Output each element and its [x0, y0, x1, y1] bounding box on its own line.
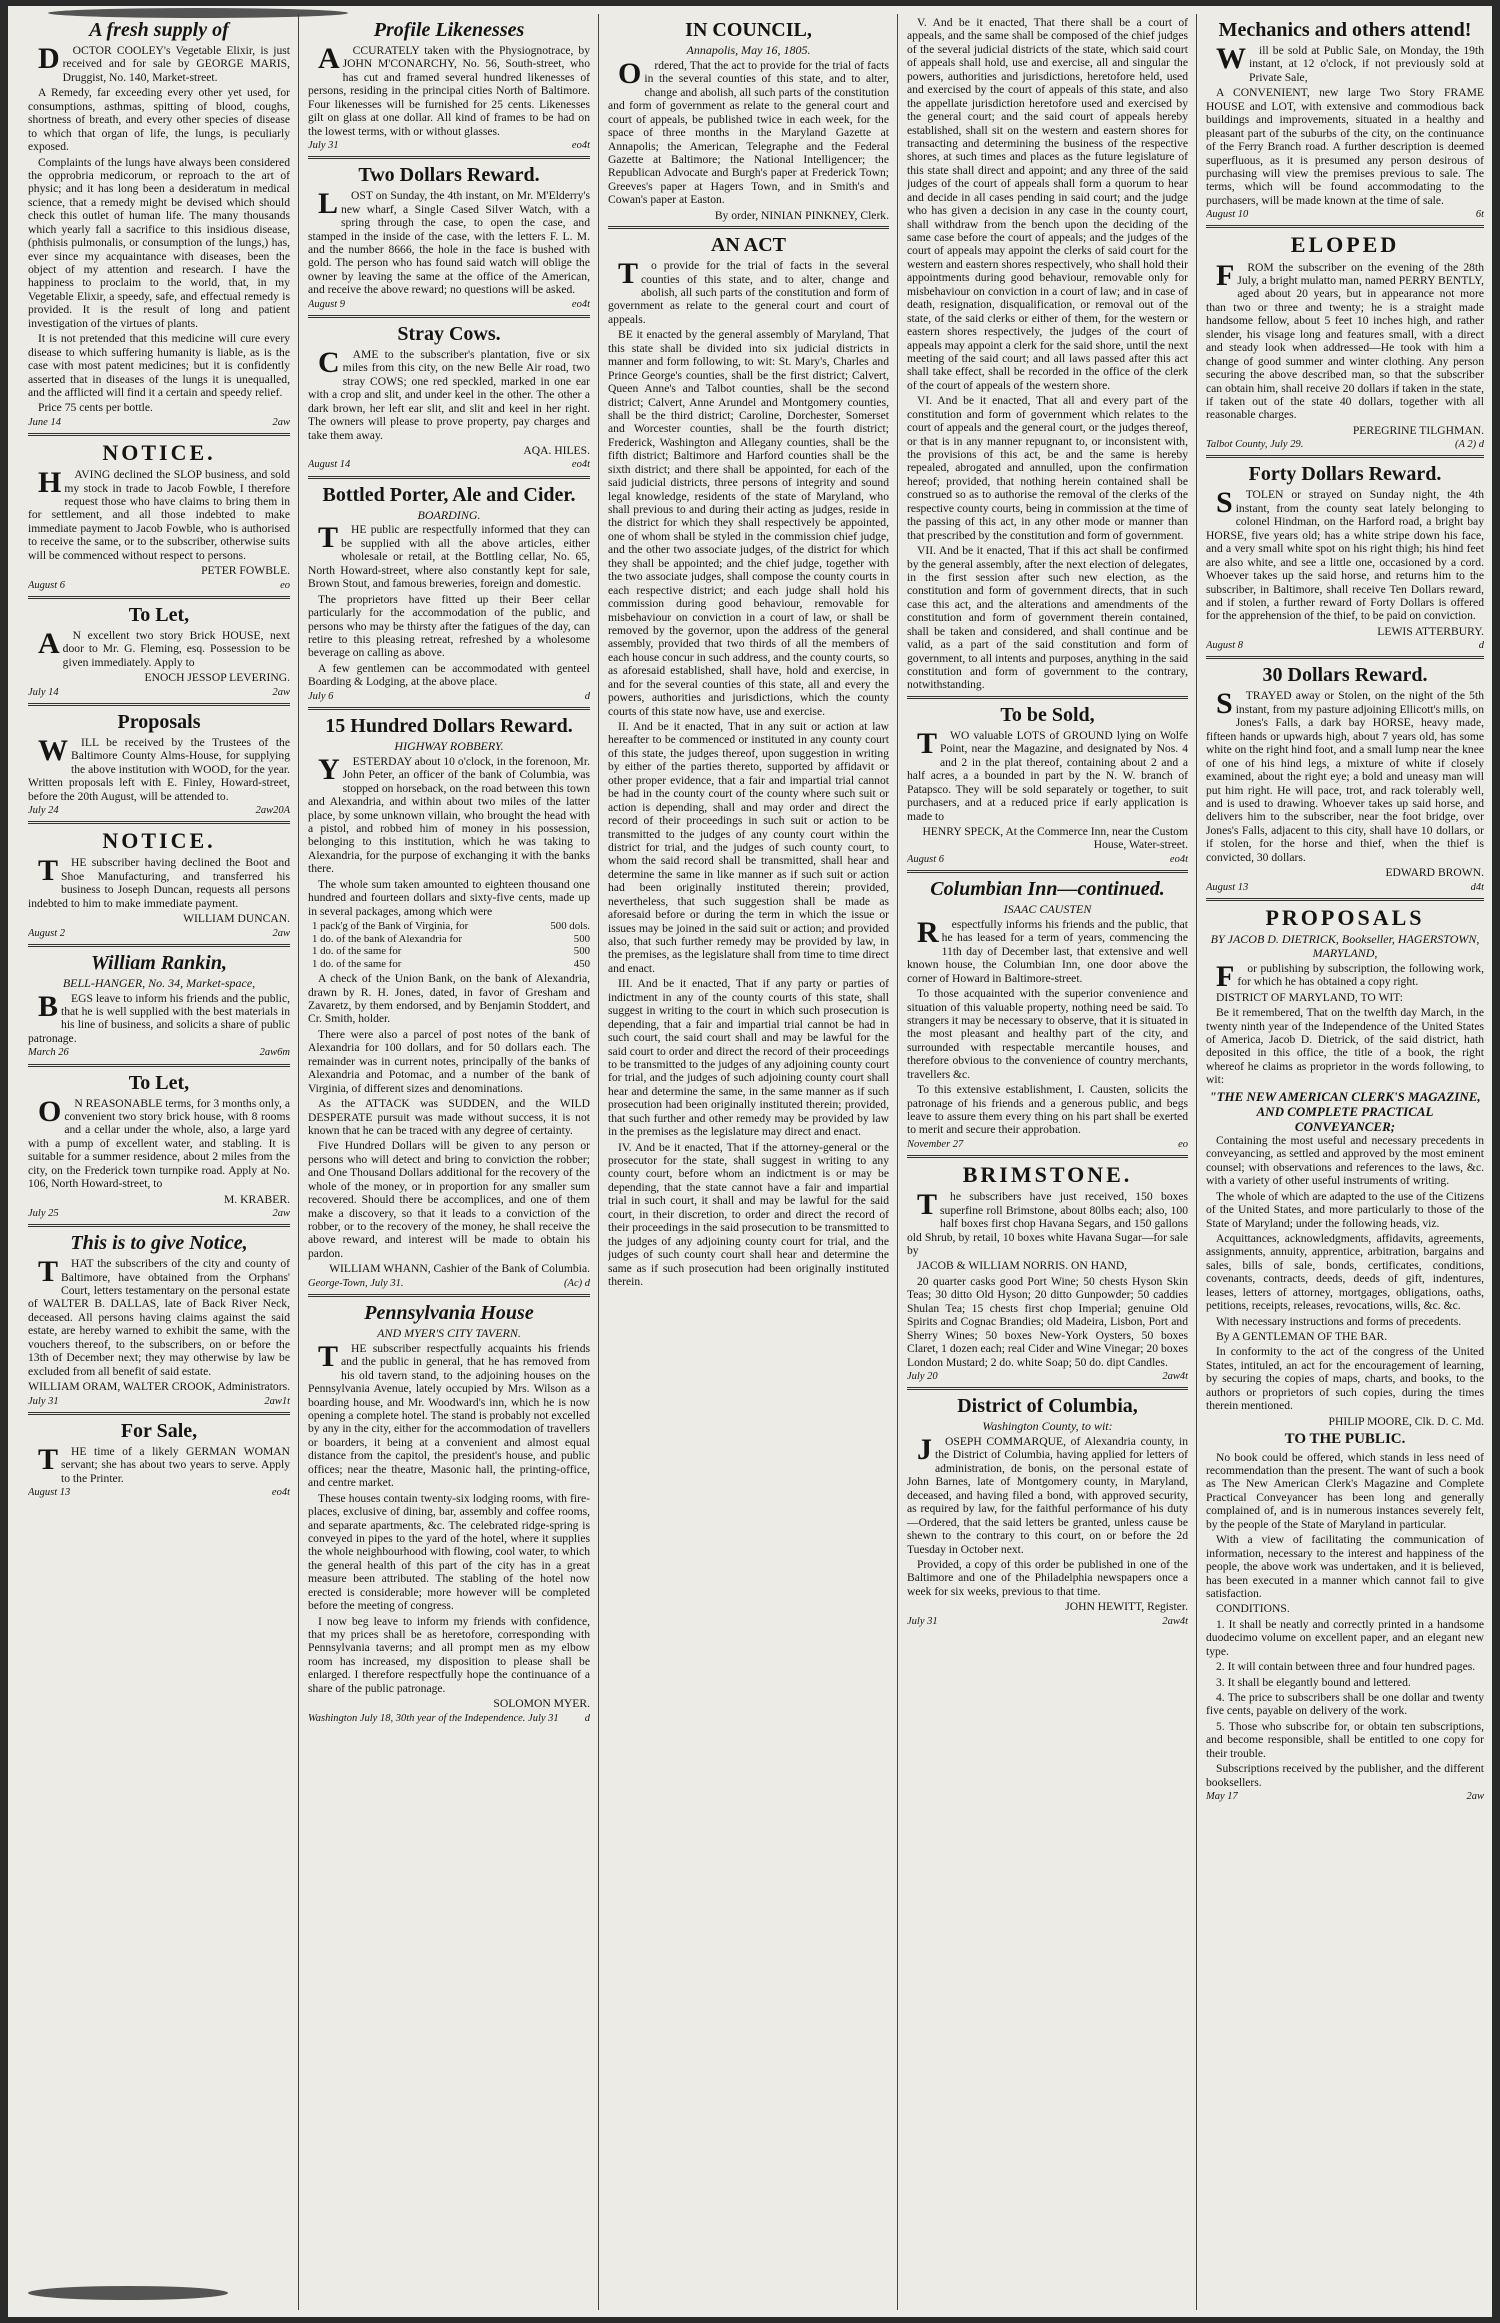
ad-paragraph: To this extensive establishment, I. Causten, solicits the patronage of his friends and a generous public, and begs leave to assure them every thing on his part shall be exerted to merit and secure their approbation. [907, 1083, 1188, 1137]
ad-divider [28, 703, 290, 706]
ad-paragraph: DISTRICT OF MARYLAND, TO WIT: [1216, 990, 1403, 1004]
ad-footer [1206, 882, 1484, 894]
ad-title: PROPOSALS [1265, 904, 1425, 930]
ad-divider [1206, 656, 1484, 659]
ad-date: August 13 [1206, 881, 1249, 893]
advertisement [907, 704, 1188, 866]
ad-date: August 6 [907, 853, 945, 865]
ad-paragraph: STRAYED away or Stolen, on the night of the 5th instant, from my pasture adjoining Ellicott's mills, on Jones's Falls, a dark bay HORSE, heavy made, fifteen hands or upwards high, about 7 years old, has some white on the right hind foot, and a small lump near the knee of one of his hind legs, a mixture of white if closely examined, about the right eye; a bold and uneasy man will put him right. He will pace, trot, and rack tolerably well, and is used to drawing. Whoever takes up said horse, and delivers him to the subscriber, near the foot bridge, over Jones's Falls, adjacent to this city, shall have 10 dollars, or if stolen, for the horse and thief, when the thief is convicted, 30 dollars. [1206, 687, 1484, 864]
ad-paragraph: AN excellent two story Brick HOUSE, next door to Mr. G. Fleming, esq. Possession to be given immediately. Apply to [38, 626, 290, 669]
ad-signature: WILLIAM WHANN, Cashier of the Bank of Columbia. [329, 1262, 590, 1276]
list-amount: 500 dols. [550, 920, 590, 933]
ad-footer [308, 299, 590, 311]
ad-footer [28, 1396, 290, 1408]
advertisement [28, 1420, 290, 1499]
ad-code: 2aw [272, 1208, 290, 1219]
advertisement [308, 1302, 590, 1725]
ad-title: Bottled Porter, Ale and Cider. [322, 483, 576, 506]
ad-date: March 26 [28, 1047, 69, 1059]
ad-paragraph: 3. It shall be elegantly bound and lettered. [1216, 1675, 1411, 1689]
list-item: 1 pack'g of the Bank of Virginia, for [312, 920, 469, 933]
list-row [312, 945, 590, 958]
ad-title: William Rankin, [91, 951, 227, 974]
ad-footer [907, 1371, 1188, 1383]
ad-paragraph: THE subscriber having declined the Boot and Shoe Manufacturing, and transferred his business to Joseph Duncan, requests all persons indebted to him to make immediate payment. [28, 854, 290, 910]
ad-signature: HENRY SPECK, At the Commerce Inn, near the Custom House, Water-street. [922, 824, 1188, 852]
ad-paragraph: Respectfully informs his friends and the public, that he has leased for a term of years, commencing the 11th day of December last, that extensive and well known house, the Columbian Inn, one door above the corner of Howard in Baltimore-street. [907, 915, 1188, 985]
ad-footer [28, 1208, 290, 1220]
ad-footer [28, 928, 290, 940]
ad-title: To Let, [128, 603, 190, 626]
ad-paragraph: It is not pretended that this medicine will cure every disease to which suffering humanity is liable, as is the case with most patent medicines; but it is confidently asserted that in diseases of the lungs it is unequalled, and the afflicted will find it a certain and speedy relief. [28, 332, 290, 399]
advertisement [907, 1395, 1188, 1628]
list-row [312, 933, 590, 946]
ad-divider [1206, 898, 1484, 901]
ad-title: ELOPED [1290, 232, 1400, 258]
ad-date: May 17 [1206, 1791, 1238, 1803]
ad-paragraph: Provided, a copy of this order be published in one of the Baltimore and one of the Philadelphia newspapers once a week for six weeks, previous to that time. [907, 1557, 1188, 1598]
ad-paragraph: Ordered, That the act to provide for the trial of facts in the several counties of this state, and to alter, change and abolish, all such parts of the constitution and form of government as relate to the general court and court of appeals, be published twice in each week, for the space of three months in the Maryland Gazette at Annapolis; the American, Telegraphe and the Federal Gazette at Baltimore; the National Intelligencer; the Republican Advocate and Burgh's paper at Frederick Town; Greeves's paper at Hagers Town, and in Smith's and Cowan's paper at Easton. [608, 56, 889, 207]
advertisement [907, 1163, 1188, 1383]
ad-date: July 25 [28, 1208, 59, 1219]
ad-paragraph: CONDITIONS. [1216, 1602, 1290, 1616]
ad-paragraph: With necessary instructions and forms of precedents. [1216, 1314, 1462, 1328]
ad-signature: SOLOMON MYER. [493, 1697, 590, 1711]
ad-paragraph: THE time of a likely GERMAN WOMAN servant; she has about two years to serve. Apply to the Printer. [38, 1442, 290, 1485]
ad-paragraph: The whole sum taken amounted to eighteen thousand one hundred and fourteen dollars and sixty-five cents, made up in several packages, among which were [308, 877, 590, 918]
ad-title: A fresh supply of [89, 19, 229, 41]
ad-paragraph: A CONVENIENT, new large Two Story FRAME HOUSE and LOT, with extensive and commodious back buildings and improvements, situated in a healthy and pleasant part of the suburbs of the city, on the continuance of the Ferry Branch road. A further description is deemed superfluous, as it is presumed any person desirous of purchasing will view the premises previous to sale. The terms, which will be found accommodating to the purchasers, will be made known at the time of sale. [1206, 86, 1484, 207]
ad-code: 2aw4t [1162, 1370, 1188, 1382]
advertisement [308, 323, 590, 472]
column-2 [308, 16, 590, 2306]
ad-paragraph: With a view of facilitating the communication of information, necessary to the interest and happiness of the people, the above work was undertaken, and it is believed, has been executed in a manner which cannot fail to give satisfaction. [1206, 1533, 1484, 1600]
advertisement [28, 441, 290, 592]
ad-footer [907, 854, 1188, 866]
ad-title: Columbian Inn—continued. [930, 877, 1165, 900]
ad-footer [308, 140, 590, 152]
list-item: 1 do. of the same for [312, 957, 402, 970]
ad-footer [28, 417, 290, 429]
ad-paragraph: Be it remembered, That on the twelfth day March, in the twenty ninth year of the Independence of the United States of America, Jacob D. Dietrick, of the said district, hath deposited in this office, the title of a book, the right whereof he claims as proprietor in the words following, to wit: [1206, 1006, 1484, 1087]
ad-code: 2aw20A [255, 804, 290, 816]
ad-paragraph: Containing the most useful and necessary precedents in conveyancing, as settled and approved by the most eminent counsel; with observations and references to the laws, &c. with a variety of other useful instruments of writing. [1206, 1133, 1484, 1188]
ad-paragraph: 5. Those who subscribe for, or obtain ten subscriptions, and become responsible, shall be entitled to one copy for their trouble. [1206, 1719, 1484, 1760]
ad-signature: JOHN HEWITT, Register. [1065, 1600, 1188, 1614]
ad-footer [28, 1047, 290, 1059]
ad-paragraph: THE public are respectfully informed that they can be supplied with all the above articles, either wholesale or retail, at the Bottling cellar, No. 65, North Howard-street, where also constantly kept for sale, Brown Stout, and famous breweries, foreign and domestic. [308, 521, 590, 591]
ad-code: d [584, 1712, 590, 1724]
advertisement [28, 604, 290, 699]
ad-code: eo4t [271, 1487, 290, 1499]
ad-title: AN ACT [710, 234, 786, 257]
ad-date: George-Town, July 31. [308, 1277, 404, 1289]
advertisement [308, 19, 590, 152]
ad-subtitle: TO THE PUBLIC. [1284, 1431, 1406, 1448]
ad-divider [1206, 455, 1484, 458]
advertisement [28, 952, 290, 1060]
ad-divider [907, 1155, 1188, 1158]
ad-paragraph: Complaints of the lungs have always been considered the opprobria medicorum, or reproach to the art of physic; and it has long been a desideratum in medical science, that a remedy might be devised which should check this outlet of human life. The many thousands which yearly fall a sacrifice to this insidious disease, (phthisis pulmonalis, or consumption of the lungs,) has, ever since my acquaintance with diseases, been the object of my attention and research. I have the happiness to proclaim to the world, that, in my Vegetable Elixir, a speedy, safe, and effectual remedy is provided. It is the result of long and patient investigation of the virtues of plants. [28, 155, 290, 330]
ad-code: eo [280, 579, 290, 591]
ad-subtitle: HIGHWAY ROBBERY. [394, 738, 504, 753]
ad-divider [308, 156, 590, 159]
ad-subtitle: BOARDING. [417, 507, 481, 522]
ad-paragraph: I now beg leave to inform my friends with confidence, that my prices shall be as heretofore, corresponding with Pennsylvania taverns; and all prompt men as my elbow room has increased, my disposition to please shall be enlarged. I therefore respectfully hope the continuance of a share of the public patronage. [308, 1614, 590, 1695]
advertisement [608, 234, 889, 1288]
ad-code: 2aw [272, 927, 290, 939]
newspaper-page [8, 6, 1492, 2317]
ad-code: 2aw4t [1162, 1615, 1188, 1627]
ad-divider [1206, 225, 1484, 228]
ad-code: eo4t [571, 459, 590, 471]
ad-signature: WILLIAM ORAM, WALTER CROOK, Administrators. [28, 1380, 290, 1394]
ad-footer [1206, 209, 1484, 221]
ad-footer [28, 805, 290, 817]
ad-paragraph: The subscribers have just received, 150 boxes superfine roll Brimstone, about 80lbs each; also, 100 half boxes first chop Havana Segars, and 150 gallons old Shrub, by retail, 10 boxes white Havana Sugar—for sale by [907, 1188, 1188, 1257]
ad-divider [907, 696, 1188, 699]
ad-title: Pennsylvania House [364, 1301, 534, 1324]
ad-paragraph: DOCTOR COOLEY's Vegetable Elixir, is just received and for sale by GEORGE MARIS, Druggist, No. 140, Market-street. [38, 42, 290, 84]
advertisement [28, 19, 290, 429]
ad-footer [1206, 439, 1484, 451]
ad-paragraph: ON REASONABLE terms, for 3 months only, a convenient two story brick house, with 8 rooms and a cellar under the whole, also, a large yard with a pump of excellent water, and stabling. It is suitable for a summer residence, about 2 miles from the city, on the Frederick town turnpike road. Apply at No. 106, North Howard-street, to [28, 1094, 290, 1191]
ad-title: IN COUNCIL, [685, 19, 812, 41]
ad-footer [308, 1278, 590, 1290]
ad-footer [1206, 1791, 1484, 1803]
advertisement [1206, 233, 1484, 451]
ad-date: August 10 [1206, 209, 1249, 221]
advertisement [308, 715, 590, 1290]
list-amount: 500 [573, 932, 590, 945]
ad-subtitle: Annapolis, May 16, 1805. [686, 43, 811, 57]
ad-title: BRIMSTONE. [962, 1162, 1133, 1188]
ad-code: d4t [1470, 881, 1484, 893]
ad-date: July 31 [28, 1395, 59, 1407]
ad-date: July 24 [28, 804, 59, 816]
ad-title: This is to give Notice, [70, 1232, 248, 1255]
ad-paragraph: FROM the subscriber on the evening of the 28th July, a bright mulatto man, named PERRY BENTLY, aged about 20 years, but in appearance not more than two or three and twenty; he is a straight made handsome fellow, about 5 feet 10 inches high, and rather slender, his visage long and features small, with a direct and steady look when addressed—He took with him a change of good summer and winter clothing. Any person securing the above described man, so that the subscriber can obtain him, shall receive 20 dollars if taken in the state, if taken out of the state 40 dollars, together with all reasonable charges. [1206, 258, 1484, 422]
ad-paragraph: 4. The price to subscribers shall be one dollar and twenty five cents, payable on delivery of the work. [1206, 1691, 1484, 1718]
ad-title: Profile Likenesses [373, 19, 525, 41]
ad-divider [28, 1064, 290, 1067]
ad-title: NOTICE. [102, 439, 216, 465]
ad-paragraph: YESTERDAY about 10 o'clock, in the forenoon, Mr. John Peter, an officer of the bank of Columbia, was stopped on horseback, on the road between this town and Alexandria, and within about two miles of the latter place, by some unknown villain, who brought the head with a pistol, and robbed him of money in his possession, belonging to this institution, which he was taking to Alexandria, for the purpose of exchanging it with the banks there. [308, 752, 590, 876]
ad-signature: LEWIS ATTERBURY. [1377, 624, 1484, 638]
list-amount: 450 [573, 957, 590, 970]
ad-paragraph: Subscriptions received by the publisher, and the different booksellers. [1206, 1762, 1484, 1789]
page-stain [28, 2286, 228, 2300]
ad-date: July 31 [907, 1615, 938, 1627]
ad-signature: EDWARD BROWN. [1385, 866, 1484, 880]
ad-subtitle: AND MYER'S CITY TAVERN. [377, 1325, 521, 1340]
ad-paragraph: ACCURATELY taken with the Physiognotrace, by JOHN M'CONARCHY, No. 56, South-street, who has cut and framed several hundred likenesses of persons, residing in the principal cities North of Baltimore. Four likenesses will be furnished for 25 cents. Likenesses gilt on glass at one dollar. All kind of frames to be had on the lowest terms, with or without glasses. [308, 42, 590, 138]
ad-paragraph: VII. And be it enacted, That if this act shall be confirmed by the general assembly, after the next election of delegates, in the first session after such new election, as the constitution and form of government directs, that in such case this act, and the alterations and amendments of the constitution and form of government therein contained, shall be taken and considered, and shall continue and be valid, as a part of the said constitution and form of government, to all intents and purposes, anything in the said constitution and form of government to the contrary, notwithstanding. [907, 544, 1188, 692]
ad-paragraph: II. And be it enacted, That in any suit or action at law hereafter to be commenced or instituted in any county court of this state, the judges thereof, upon suggestion in writing by either of the parties thereto, supported by affidavit or other proper evidence, that a fair and impartial trial cannot be had in the county court of the county where such suit or action is depending, shall and may order and direct the record of their proceedings in such suit or action to be transmitted to the judges of any county court within the district for trial, and the judges of such county court, to whom the said record shall be transmitted, shall hear and determine the same in like manner as if such suit or action had been originally instituted therein; provided, nevertheless, that such suggestion shall be made as aforesaid before or during the term in which the issue or issues may be joined in the said suit or action; and provided also, that such further remedy may be provided by law, in the premises, as the legislature shall from time to time direct and enact. [608, 720, 889, 975]
ad-paragraph: STOLEN or strayed on Sunday night, the 4th instant, from the county seat lately belonging to colonel Hindman, on the Harford road, a bright bay HORSE, five years old; has a white stripe down his face, and a very small white spot on his right thigh; his hind feet are also white, and see a little one, occasioned by a cord. Whoever takes up the said horse, and returns him to the subscriber, in Baltimore, shall receive Ten Dollars reward, and if stolen, a further reward of Forty Dollars is offered for the apprehension of the thief, to be paid on conviction. [1206, 486, 1484, 623]
ad-paragraph: IV. And be it enacted, That if the attorney-general or the prosecutor for the state, shall suggest in writing to any county court, before whom an indictment is or may be depending, that the state cannot have a fair and impartial trial in such court, it shall and may be lawful for the said court, in their discretion, to order and direct the record of their proceedings in the said prosecution to be transmitted to the judges of any adjoining county court for trial, and the judges of such county court shall hear and determine the same as if such prosecution had been originally instituted therein. [608, 1140, 889, 1288]
advertisement [28, 1232, 290, 1408]
list-row [312, 958, 590, 971]
advertisement [1206, 19, 1484, 221]
advertisement [907, 16, 1188, 692]
ad-divider [28, 1224, 290, 1227]
column-rule [1196, 14, 1197, 2310]
ad-footer [907, 1616, 1188, 1628]
ad-paragraph: HAVING declined the SLOP business, and sold my stock in trade to Jacob Fowble, I therefore request those who have claims to bring them in for settlement, and all those indebted to make immediate payment to Jacob Fowble, who is authorised to receive the same, or to the subscriber, otherwise suits will be commenced without respect to persons. [28, 466, 290, 562]
ad-paragraph: BEGS leave to inform his friends and the public, that he is well supplied with the best materials in his line of business, and solicits a share of public patronage. [28, 989, 290, 1045]
ad-date: November 27 [907, 1138, 964, 1150]
ad-paragraph: These houses contain twenty-six lodging rooms, with fire-places, exclusive of dining, bar, assembly and coffee rooms, and separate apartments, &c. The celebrated ridge-spring is conveyed in pipes to the yard of the hotel, where it supplies the whole neighbourhood with flowing, cool water, to which the general health of this part of the city has in a great measure been attributed. The stabling of the hotel now erected is considerable; more however will be completed before the meeting of congress. [308, 1491, 590, 1613]
ad-code: 2aw [272, 416, 290, 428]
ad-code: eo4t [571, 140, 590, 152]
ad-divider [28, 596, 290, 599]
ad-subtitle: BELL-HANGER, No. 34, Market-space, [62, 975, 256, 990]
advertisement [28, 829, 290, 940]
ad-code: d [1478, 640, 1484, 652]
ad-signature: PHILIP MOORE, Clk. D. C. Md. [1328, 1414, 1484, 1428]
ad-code: eo4t [571, 298, 590, 310]
ad-divider [28, 944, 290, 947]
ad-divider [28, 821, 290, 824]
ad-footer [308, 691, 590, 703]
ad-paragraph: By A GENTLEMAN OF THE BAR. [1216, 1330, 1388, 1344]
ad-date: Washington July 18, 30th year of the Independence. July 31 [308, 1712, 559, 1724]
ad-paragraph: Will be sold at Public Sale, on Monday, the 19th instant, at 12 o'clock, if not previously sold at Private Sale, [1216, 42, 1484, 84]
ad-date: July 6 [308, 690, 334, 702]
advertisement [28, 711, 290, 817]
ad-paragraph: VI. And be it enacted, That all and every part of the constitution and form of government which relates to the court of appeals and the general court, or the judges thereof, or that is in any manner repugnant to, or inconsistent with, the provisions of this act, be and the same is hereby repealed, abrogated and annulled, upon the confirmation hereof; provided, that nothing herein contained shall be construed so as to authorise the removal of the clerks of the respective county courts, being in commission at the time of the passing of this act, in any other mode or manner than that prescribed by the constitution and form of government. [907, 394, 1188, 542]
ad-paragraph: No book could be offered, which stands in less need of recommendation than the present. The want of such a book as The New American Clerk's Magazine and Complete Practical Conveyancer has been long and generally complained of, and is in numerous instances severely felt, by the people of the State of Maryland in particular. [1206, 1450, 1484, 1531]
ad-date: July 20 [907, 1370, 938, 1382]
ad-divider [308, 315, 590, 318]
advertisement [1206, 906, 1484, 1804]
ad-divider [28, 433, 290, 436]
ad-paragraph: 20 quarter casks good Port Wine; 50 chests Hyson Skin Teas; 30 ditto Old Hyson; 20 ditto Gunpowder; 50 caddies Shulan Tea; 15 chests first chop Imperial; genuine Old Spirits and Cognac Brandies; old Madeira, Lisbon, Port and Sherry Wines; 50 boxes New-York Oysters, 50 boxes Claret, 1 dozen each; real Cider and Wine Vinegar; 20 boxes London Mustard; 2 do. white Soap; 50 do. dipt Candles. [907, 1274, 1188, 1369]
ad-paragraph: JOSEPH COMMARQUE, of Alexandria county, in the District of Columbia, having applied for letters of administration, de bonis, on the personal estate of John Barnes, late of Montgomery county, in Maryland, deceased, and having filed a bond, with approved security, as required by law, for the faithful performance of his duty—Ordered, that the said letters be granted, unless cause be shewn to the contrary to this court, on or before the 2d Tuesday in October next. [907, 1433, 1188, 1556]
ad-subtitle: BY JACOB D. DIETRICK, Bookseller, HAGERSTOWN, MARYLAND, [1210, 931, 1480, 960]
ad-divider [907, 870, 1188, 873]
ad-paragraph: BE it enacted by the general assembly of Maryland, That this state shall be divided into six judicial districts in manner and form following, to wit: St. Mary's, Charles and Prince George's counties, shall be the first district; Calvert, Queen Anne's and Talbot counties, shall be the second district; Calvert, Anne Arundel and Montgomery counties, shall be the third district; Caroline, Dorchester, Somerset and Worcester counties, shall be the fourth district; Frederick, Washington and Allegany counties, shall be the fifth district; Baltimore and Harford counties shall be the sixth district; and there shall be appointed, for each of the said judicial districts, three persons of integrity and sound legal knowledge, residents of the state of Maryland, who shall previous to and during their acting as judges, reside in the district for which they shall respectively be appointed, one of whom shall be styled in the commission chief judge, and the other two associate judges, of the district for which they shall be appointed; and the chief judge, together with the two associate judges, shall compose the county courts in each respective district; and each judge shall hold his commission during good behaviour, removable for misbehaviour on conviction in a court of law, or shall be removed by the governor, upon the address of the general assembly, provided that two thirds of all the members of each house concur in such address, and the county courts, so as aforesaid established, shall have, hold and exercise, in and for the several counties of this state, all and every the powers, authorities and jurisdictions, which the county courts of this state now have, use and exercise. [608, 328, 889, 718]
column-5 [1206, 16, 1484, 2306]
ad-title: Proposals [117, 710, 201, 733]
column-4 [907, 16, 1188, 2306]
ad-date: June 14 [28, 416, 61, 428]
ad-paragraph: The proprietors have fitted up their Beer cellar particularly for the accommodation of the public, and persons who may be thirsty after the fatigues of the day, can retire to this pleasing retreat, refreshed by a wholesome beverage on calling as above. [308, 592, 590, 660]
ad-paragraph: In conformity to the act of the congress of the United States, intituled, an act for the encouragement of learning, by securing the copies of maps, charts, and books, to the authors or proprietors of such copies, during the times therein mentioned. [1206, 1345, 1484, 1413]
ad-date: August 8 [1206, 640, 1244, 652]
ad-paragraph: A Remedy, far exceeding every other yet used, for consumptions, asthmas, spitting of blood, coughs, shortness of breath, and every other species of disease to which that organ of life, the lungs, is peculiarly exposed. [28, 86, 290, 154]
ad-footer [28, 580, 290, 592]
ad-divider [28, 1412, 290, 1415]
list-item: 1 do. of the bank of Alexandria for [312, 932, 462, 945]
advertisement [28, 1072, 290, 1221]
ad-title: Two Dollars Reward. [358, 164, 540, 187]
ad-paragraph: A check of the Union Bank, on the bank of Alexandria, drawn by R. H. Jones, dated, in favor of Gresham and Zavaretz, by them endorsed, and by Benjamin Stoddert, and Cr. Smith, holder. [308, 972, 590, 1026]
ad-paragraph: To provide for the trial of facts in the several counties of this state, and to alter, change and abolish, all such parts of the constitution and form of government as relate to the general court and court of appeals. [608, 257, 889, 326]
advertisement [1206, 463, 1484, 652]
page-stain [48, 8, 348, 18]
ad-code: 2aw [272, 686, 290, 698]
book-title: "THE NEW AMERICAN CLERK'S MAGAZINE, AND COMPLETE PRACTICAL CONVEYANCER; [1209, 1088, 1481, 1134]
ad-footer [907, 1139, 1188, 1151]
ad-code: (A 2) d [1455, 439, 1484, 451]
ad-divider [608, 226, 889, 229]
ad-paragraph: THE subscriber respectfully acquaints his friends and the public in general, that he has removed from his old tavern stand, to the adjoining houses on the Pennsylvania Avenue, lately occupied by Mrs. Wilson as a boarding house, and Mr. Woodward's inn, which he is now opening a complete hotel. The stand is probably not excelled by any in the city, either for the accommodation of travellers or boarders, it being at a convenient and almost equal distance from the capitol, the president's house, and public offices; near the theatre, Masonic hall, the printing-office, and centre market. [308, 1339, 590, 1490]
column-1 [28, 16, 290, 2306]
ad-code: 2aw [1466, 1791, 1484, 1803]
ad-footer [28, 687, 290, 699]
column-rule [598, 14, 599, 2310]
ad-paragraph: JACOB & WILLIAM NORRIS. ON HAND, [917, 1259, 1128, 1273]
ad-signature: By order, NINIAN PINKNEY, Clerk. [714, 208, 889, 222]
ad-signature: PEREGRINE TILGHMAN. [1352, 423, 1484, 437]
ad-code: 6t [1475, 209, 1484, 221]
ad-paragraph: 1. It shall be neatly and correctly printed in a handsome duodecimo volume on excellent paper, and an elegant new type. [1206, 1617, 1484, 1658]
ad-date: August 6 [28, 579, 66, 591]
ad-title: For Sale, [120, 1419, 198, 1442]
ad-paragraph: V. And be it enacted, That there shall be a court of appeals, and the same shall be composed of the chief judges of the several judicial districts of the state, which said court of appeals shall hold, use and exercise, all and singular the powers, authorities and jurisdictions, heretofore held, used and exercised by the court of appeals of this state, and also the appellate jurisdiction heretofore used and exercised by the general court; and the said court of appeals hereby established, shall sit on the western and eastern shores for transacting and determining the business of the respective shores, at such times and places as the future legislature of this state shall direct and appoint; and any three of the said judges of the court of appeals shall form a quorum to hear and decide in all cases pending in said court; and the judge who has given a decision in any case in the county court, shall withdraw from the bench upon the deciding of the same case before the court of appeals; and the judges of the court of appeals may appoint the clerks of said court for the western and eastern shores respectively, who shall hold their appointments during good behaviour, removable only for misbehaviour on conviction in a court of law; and in case of death, resignation, disqualification, or removal out of the state, of the said clerks or either of them, for the western or eastern shores respectively, the judges of the court of appeals may appoint a clerk for the said shore, until the next meeting of the said court; and all laws passed after this act shall take effect, shall be recorded in the office of the clerk of the court of appeals of the western shore. [907, 16, 1188, 392]
column-3 [608, 16, 889, 2306]
list-row [312, 920, 590, 933]
ad-paragraph: III. And be it enacted, That if any party or parties of indictment in any of the county courts of this state, shall suggest in writing to the court in which such prosecution is depending, that a fair and impartial trial cannot be had in such court, the said court shall and may be lawful for the said court to order and direct the record of their proceedings to be transmitted to the judges of any adjoining county court for trial, and the judges of such adjoining county court shall hear and determine the same, in the same manner as if such prosecution had been originally instituted therein; provided, that such further and other remedy may be provided by law in the premises as the legislature may direct and enact. [608, 977, 889, 1139]
ad-divider [907, 1387, 1188, 1390]
ad-title: To be Sold, [1000, 703, 1095, 726]
ad-date: July 14 [28, 686, 59, 698]
ad-subtitle: ISAAC CAUSTEN [1003, 901, 1092, 916]
ad-title: 15 Hundred Dollars Reward. [325, 714, 573, 737]
ad-code: eo4t [1169, 853, 1188, 865]
ad-title: NOTICE. [102, 828, 216, 854]
ad-date: August 14 [308, 459, 351, 471]
ad-title: Stray Cows. [397, 322, 501, 345]
ad-footer [308, 459, 590, 471]
ad-paragraph: As the ATTACK was SUDDEN, and the WILD DESPERATE pursuit was made without success, it is not known that he can be traced with any degree of certainty. [308, 1097, 590, 1137]
ad-footer [1206, 640, 1484, 652]
ad-date: August 2 [28, 927, 66, 939]
ad-signature: AQA. HILES. [523, 443, 590, 457]
ad-divider [308, 1294, 590, 1297]
column-rule [897, 14, 898, 2310]
ad-signature: ENOCH JESSOP LEVERING. [144, 671, 290, 685]
ad-paragraph: Five Hundred Dollars will be given to any person or persons who will detect and bring to conviction the robber; and One Thousand Dollars additional for the recovery of the whole of the money, or in proportion for any smaller sum recovered. Should there be accomplices, and one of them make a discovery, so that it leads to a conviction of the robber, or to the recovery of the money, he shall receive the above reward, and interest will be made to obtain his pardon. [308, 1139, 590, 1260]
ad-code: 2aw6m [259, 1047, 290, 1059]
ad-signature: M. KRABER. [223, 1192, 290, 1206]
list-item: 1 do. of the same for [312, 945, 402, 958]
note-list [312, 920, 590, 970]
ad-date: Talbot County, July 29. [1206, 439, 1304, 451]
ad-date: August 9 [308, 298, 346, 310]
ad-title: To Let, [128, 1071, 190, 1094]
ad-paragraph: WILL be received by the Trustees of the Baltimore County Alms-House, for supplying the above institution with WOOD, for the year. Written proposals left with E. Finley, Howard-street, before the 20th August, will be attended to. [28, 733, 290, 803]
ad-paragraph: THAT the subscribers of the city and county of Baltimore, have obtained from the Orphans' Court, letters testamentary on the personal estate of WALTER B. DALLAS, late of Back River Neck, deceased. All persons having claims against the said estate, are hereby warned to exhibit the same, with the vouchers thereof, to the subscribers, on or before the 13th of December next; they may otherwise by law be excluded from all benefit of said estate. [28, 1255, 290, 1378]
ad-title: Mechanics and others attend! [1218, 19, 1472, 41]
ad-title: Forty Dollars Reward. [1248, 463, 1442, 486]
ad-signature: PETER FOWBLE. [201, 564, 290, 578]
ad-footer [28, 1487, 290, 1499]
ad-date: August 13 [28, 1487, 71, 1499]
list-amount: 500 [573, 945, 590, 958]
ad-code: (Ac) d [564, 1277, 590, 1289]
ad-signature: WILLIAM DUNCAN. [183, 912, 290, 926]
ad-code: 2aw1t [264, 1395, 290, 1407]
ad-paragraph: CAME to the subscriber's plantation, five or six miles from this city, on the new Belle Air road, two stray COWS; one red speckled, marked in one ear with a crop and slit, and under keel in the other. The other a dark brown, her left ear slit, and slit and keel in her right. The owners will please to prove property, pay charges and take them away. [308, 345, 590, 442]
advertisement [907, 878, 1188, 1151]
ad-title: District of Columbia, [957, 1395, 1138, 1418]
ad-paragraph: To those acquainted with the superior convenience and situation of this valuable property, nothing need be said. To strangers it may be necessary to observe, that it is situated in the most pleasant and healthy part of the city, and surrounded with respectable mercantile houses, and therefore obvious to the convenience of country merchants, travellers &c. [907, 987, 1188, 1081]
ad-paragraph: LOST on Sunday, the 4th instant, on Mr. M'Elderry's new wharf, a Single Cased Silver Watch, with a spring through the case, to open the case, and stamped in the inside of the case, with the letters F. L. M. and the number 8666, the hole in the face is bushed with gold. The person who has found said watch will oblige the owner by leaving the same at the office of the American, and receive the above reward; no questions will be asked. [308, 187, 590, 297]
ad-paragraph: 2. It will contain between three and four hundred pages. [1216, 1660, 1476, 1674]
ad-paragraph: Acquittances, acknowledgments, affidavits, agreements, assignments, annuity, apprentice, arbitration, bargains and sales, bills of sale, bonds, certificates, conditions, covenants, contracts, deeds, deeds of gift, indentures, leases, letters of attorney, mortgages, obligations, oaths, petitions, receipts, releases, revocations, wills, &c. &c. [1206, 1231, 1484, 1313]
advertisement [1206, 664, 1484, 893]
ad-footer [308, 1713, 590, 1725]
ad-code: eo [1178, 1138, 1188, 1150]
ad-divider [308, 476, 590, 479]
ad-paragraph: A few gentlemen can be accommodated with genteel Boarding & Lodging, at the above place. [308, 661, 590, 689]
ad-paragraph: Price 75 cents per bottle. [38, 401, 153, 415]
ad-paragraph: There were also a parcel of post notes of the bank of Alexandria for 100 dollars, and for 50 dollars each. The remainder was in current notes, principally of the banks of Alexandria and Potomac, and a number of the bank of Virginia, of different sizes and denominations. [308, 1027, 590, 1095]
ad-paragraph: For publishing by subscription, the following work, for which he has obtained a copy right. [1216, 959, 1484, 993]
ad-title: 30 Dollars Reward. [1262, 664, 1428, 687]
ad-subtitle: Washington County, to wit: [982, 1419, 1113, 1434]
advertisement [608, 19, 889, 222]
column-rule [298, 14, 299, 2310]
advertisement [308, 164, 590, 311]
advertisement [308, 484, 590, 703]
ad-code: d [584, 690, 590, 702]
ad-paragraph: TWO valuable LOTS of GROUND lying on Wolfe Point, near the Magazine, and designated by Nos. 4 and 2 in the plat thereof, containing about 2 and a half acres, a a bounded in part by the N. W. branch of Patapsco. They will be sold separately or together, to suit purchasers, and at a reduced price if early application is made to [907, 726, 1188, 823]
ad-divider [308, 707, 590, 710]
ad-paragraph: The whole of which are adapted to the use of the Citizens of the United States, and more particularly to those of the State of Maryland; under the following heads, viz. [1206, 1189, 1484, 1230]
ad-date: July 31 [308, 140, 339, 152]
